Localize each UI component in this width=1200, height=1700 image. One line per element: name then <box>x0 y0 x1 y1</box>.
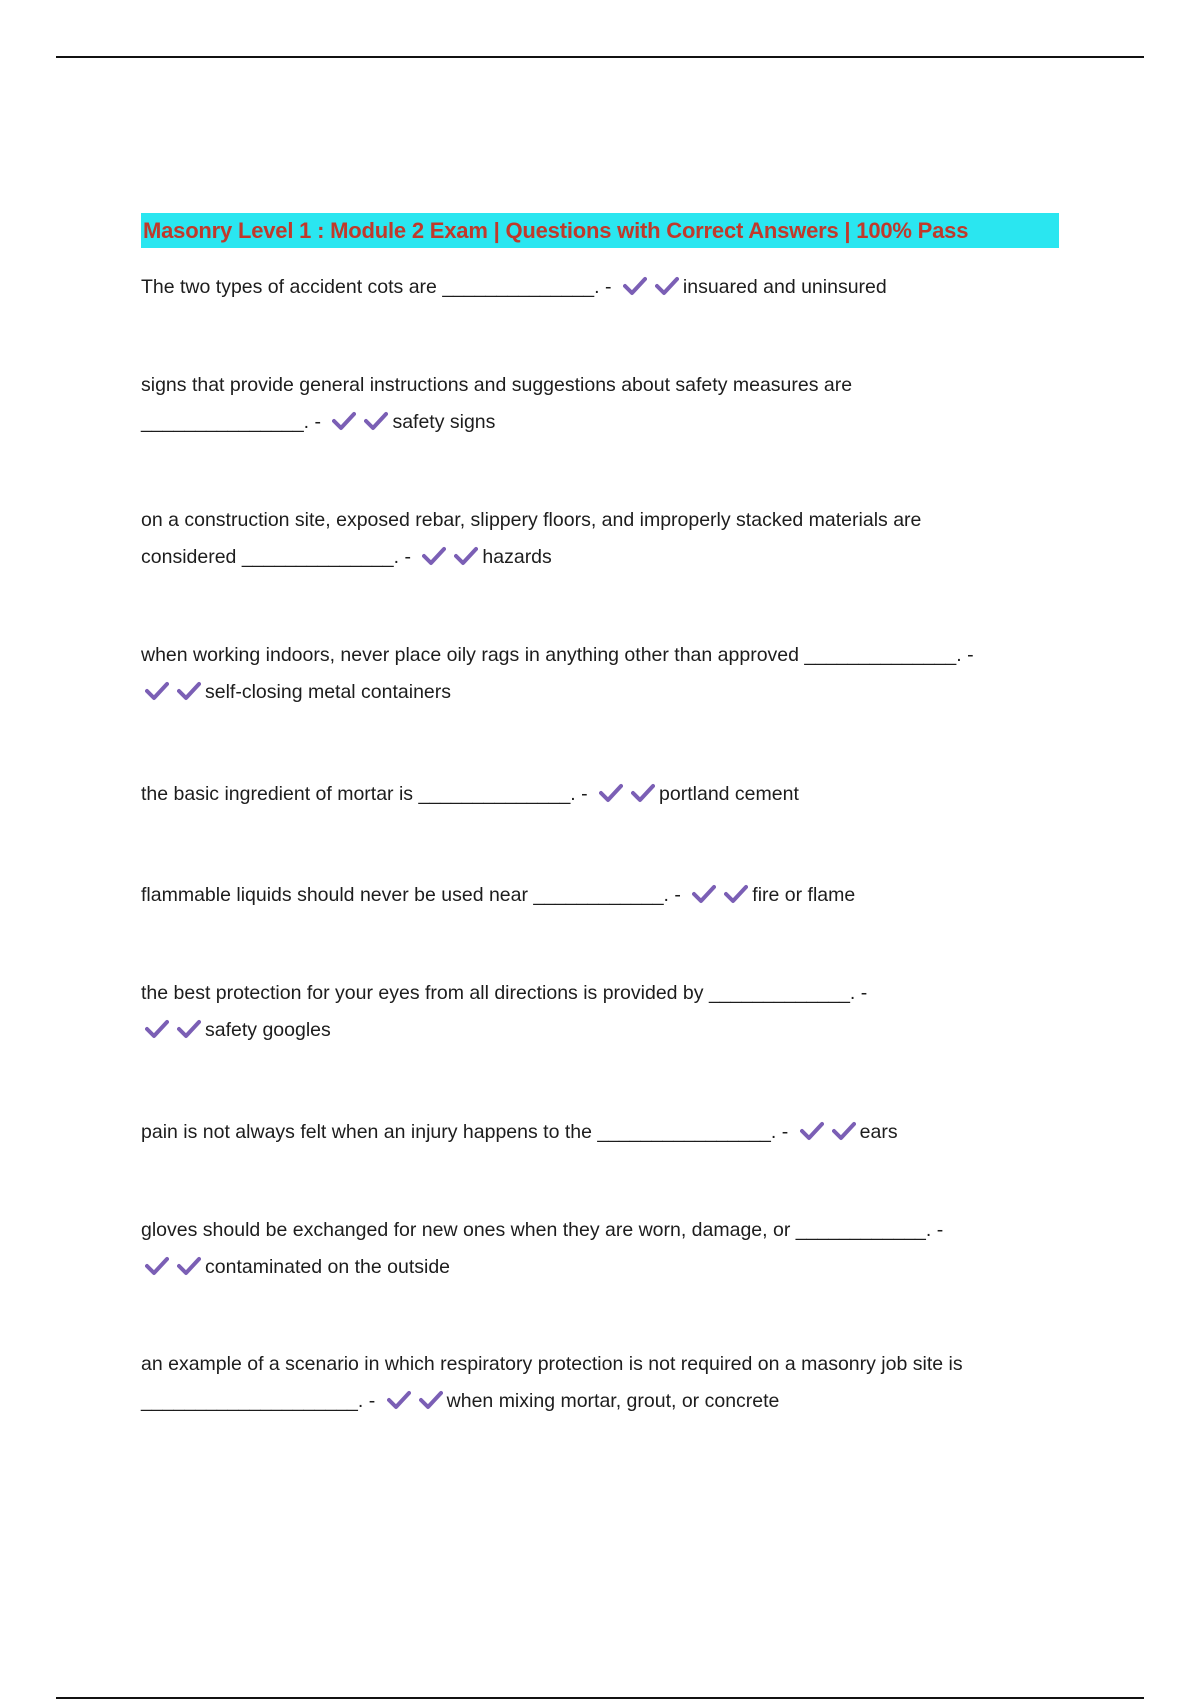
check-icon <box>332 411 356 431</box>
check-icon <box>800 1121 824 1141</box>
check-icon <box>454 546 478 566</box>
question-item <box>141 1346 1061 1420</box>
question-text-cont: _______________. - <box>141 411 322 433</box>
question-line <box>141 1012 1061 1049</box>
answer-checks <box>145 674 209 711</box>
question-line <box>141 1383 1061 1420</box>
question-text-cont: ____________________. - <box>141 1390 376 1412</box>
answer-text: when mixing mortar, grout, or concrete <box>446 1390 780 1412</box>
check-icon <box>364 411 388 431</box>
answer-text: safety signs <box>392 411 496 433</box>
question-item <box>141 877 1061 914</box>
question-line <box>141 1114 1061 1151</box>
answer-checks <box>387 1383 451 1420</box>
question-item <box>141 502 1061 576</box>
title-highlight <box>141 213 1059 248</box>
question-text: the best protection for your eyes from all directions is provided by _____________. - <box>141 982 868 1004</box>
question-line <box>141 404 1061 441</box>
answer-checks <box>145 1249 209 1286</box>
question-text: on a construction site, exposed rebar, slippery floors, and improperly stacked materials are <box>141 509 922 531</box>
answer-checks <box>800 1114 864 1151</box>
question-item <box>141 637 1061 711</box>
check-icon <box>145 1019 169 1039</box>
question-text: gloves should be exchanged for new ones when they are worn, damage, or ____________. - <box>141 1219 944 1241</box>
check-icon <box>177 1019 201 1039</box>
check-icon <box>623 276 647 296</box>
question-line <box>141 269 1061 306</box>
question-item <box>141 1114 1061 1151</box>
question-item <box>141 975 1061 1049</box>
question-line <box>141 877 1061 914</box>
answer-checks <box>145 1012 209 1049</box>
answer-text: contaminated on the outside <box>205 1256 451 1278</box>
answer-text: self-closing metal containers <box>205 681 452 703</box>
header-rule <box>56 56 1144 58</box>
check-icon <box>655 276 679 296</box>
question-item <box>141 776 1061 813</box>
answer-text: safety googles <box>205 1019 331 1041</box>
question-line <box>141 1249 1061 1286</box>
answer-text: hazards <box>482 546 552 568</box>
check-icon <box>387 1390 411 1410</box>
question-text-cont: considered ______________. - <box>141 546 411 568</box>
check-icon <box>419 1390 443 1410</box>
answer-checks <box>332 404 396 441</box>
question-text: pain is not always felt when an injury happens to the ________________. - <box>141 1121 789 1143</box>
document-title: Masonry Level 1 : Module 2 Exam | Questions with Correct Answers | 100% Pass <box>143 217 969 243</box>
check-icon <box>145 1256 169 1276</box>
question-text: The two types of accident cots are ______________. - <box>141 276 612 298</box>
footer-rule <box>56 1697 1144 1699</box>
check-icon <box>692 884 716 904</box>
answer-text: portland cement <box>659 783 799 805</box>
question-item <box>141 269 1061 306</box>
answer-text: fire or flame <box>752 884 856 906</box>
question-text: the basic ingredient of mortar is ______________. - <box>141 783 588 805</box>
question-line <box>141 776 1061 813</box>
answer-checks <box>599 776 663 813</box>
check-icon <box>832 1121 856 1141</box>
answer-text: ears <box>859 1121 898 1143</box>
answer-checks <box>623 269 687 306</box>
check-icon <box>599 783 623 803</box>
check-icon <box>422 546 446 566</box>
answer-text: insuared and uninsured <box>682 276 887 298</box>
question-text: signs that provide general instructions and suggestions about safety measures are <box>141 374 853 396</box>
check-icon <box>724 884 748 904</box>
question-text: flammable liquids should never be used near ____________. - <box>141 884 681 906</box>
question-text: when working indoors, never place oily rags in anything other than approved ______________. - <box>141 644 974 666</box>
question-text: an example of a scenario in which respiratory protection is not required on a masonry job site is <box>141 1353 963 1375</box>
question-line <box>141 674 1061 711</box>
answer-checks <box>692 877 756 914</box>
check-icon <box>145 681 169 701</box>
check-icon <box>177 681 201 701</box>
answer-checks <box>422 539 486 576</box>
question-item <box>141 1212 1061 1286</box>
check-icon <box>631 783 655 803</box>
question-item <box>141 367 1061 441</box>
check-icon <box>177 1256 201 1276</box>
question-line <box>141 539 1061 576</box>
